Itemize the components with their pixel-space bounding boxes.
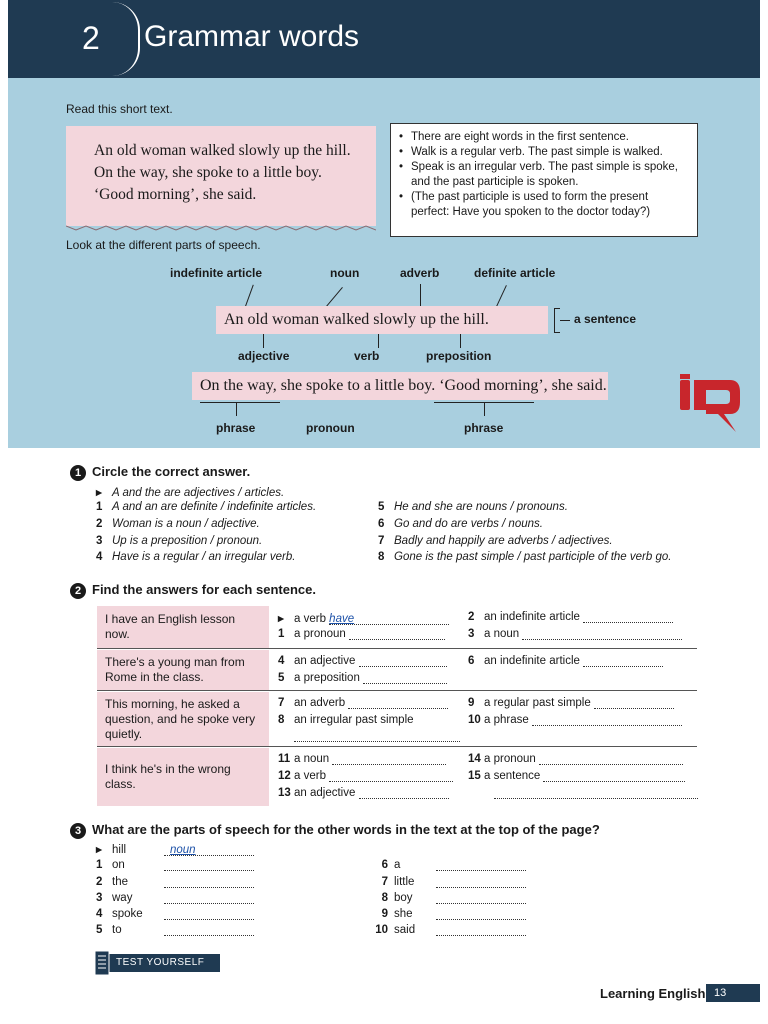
answer-field[interactable] [532,714,682,726]
ex1-item: 7 Badly and happily are adverbs / adjectives. [378,535,613,547]
ex2-number: 2 [70,583,86,599]
ex1-example [96,485,284,499]
ex3-item: 10 said [370,924,526,936]
ex2-item: 1 a pronoun [278,628,445,640]
label-a-sentence: a sentence [574,312,637,326]
play-icon: ▸ [96,487,102,499]
ex2-item: 10 a phrase [468,714,682,726]
label-preposition: preposition [426,349,492,363]
ex3-item: 3 way [96,892,254,904]
answer-field[interactable] [164,908,254,920]
ex1-item: 8 Gone is the past simple / past participle of the verb go. [378,551,672,563]
ex2-item: 15 a sentence [468,770,685,782]
answer-field[interactable] [164,924,254,936]
answer-field[interactable] [436,892,526,904]
answer-field[interactable] [329,770,453,782]
handwritten-answer: have [329,613,355,625]
test-yourself-banner[interactable] [96,954,220,972]
ex1-item: 1 A and an are definite / indefinite articles. [96,501,317,513]
ex3-item: 8 boy [370,892,526,904]
label-verb: verb [354,349,380,363]
torn-edge [66,224,376,232]
example-sentence-1: An old woman walked slowly up the hill. [224,311,489,328]
info-item: • There are eight words in the first sentence. [399,130,689,145]
ex2-sentence-cell: There's a young man from Rome in the class. [97,650,269,690]
ex2-item: 14 a pronoun [468,753,683,765]
bracket-line [554,332,560,333]
info-note: • (The past participle is used to form the present perfect: Have you spoken to the doctor today?) [399,190,689,220]
text-line-3: ‘Good morning’, she said. [94,186,257,203]
answer-field[interactable] [594,697,674,709]
text-line-1: An old woman walked slowly up the hill. [94,142,351,159]
ex2-sentence-cell: I think he's in the wrong class. [97,748,269,806]
label-definite-article: definite article [474,266,556,280]
test-yourself-label: TEST YOURSELF [116,957,205,968]
bracket-line [554,308,555,332]
ex3-item: 7 little [370,876,526,888]
label-noun: noun [330,266,360,280]
answer-field[interactable] [583,611,673,623]
answer-field[interactable] [539,753,683,765]
pointer-line [263,334,264,348]
header-bracket [112,2,140,76]
page-title: Grammar words [144,20,360,53]
row-divider [97,690,697,691]
ex1-item: 5 He and she are nouns / pronouns. [378,501,568,513]
ex2-title: Find the answers for each sentence. [92,582,316,597]
book-title: Learning English [600,986,706,1001]
ex2-item: 5 a preposition [278,672,447,684]
bracket-line [200,402,280,403]
unit-header [8,0,760,78]
info-box [390,123,698,237]
answer-field[interactable] [583,655,663,667]
ex2-item: 13 an adjective [278,787,449,799]
ex2-item: 11 a noun [278,753,446,765]
label-indefinite-article: indefinite article [170,266,263,280]
info-item: • Speak is an irregular verb. The past simple is spoke, and the past participle is spoken. [399,160,689,190]
answer-field[interactable] [294,730,460,742]
ex3-heading [70,822,600,839]
ex3-number: 3 [70,823,86,839]
info-item: • Walk is a regular verb. The past simple is walked. [399,145,689,160]
ex3-title: What are the parts of speech for the other words in the text at the top of the page? [92,822,600,837]
ex3-item: 2 the [96,876,254,888]
page-number: 13 [706,984,760,1002]
answer-field[interactable] [543,770,685,782]
ex3-item: 9 she [370,908,526,920]
answer-field[interactable] [436,908,526,920]
ex2-item: 8 an irregular past simple [278,714,414,726]
intro-panel [8,78,760,448]
pointer-line [236,402,237,416]
answer-field[interactable] [349,628,445,640]
ex3-example: ▸ hill noun [96,842,254,856]
ex2-item: 9 a regular past simple [468,697,674,709]
ex1-heading [70,464,250,481]
answer-field[interactable] [164,892,254,904]
bracket-line [554,308,560,309]
pointer-line [484,402,485,416]
ex3-item: 1 on [96,859,254,871]
ex3-item: 6 a [370,859,526,871]
ex1-example-text: A and the are adjectives / articles. [112,487,285,499]
example-sentence-2: On the way, she spoke to a little boy. ‘Good morning’, she said. [200,377,607,394]
ex1-item: 2 Woman is a noun / adjective. [96,518,260,530]
pointer-line [460,334,461,348]
unit-number: 2 [82,20,100,56]
answer-field[interactable] [363,672,447,684]
answer-field[interactable] [494,787,698,799]
ex2-sentence-cell: This morning, he asked a question, and he spoke very quietly. [97,692,269,746]
answer-field[interactable] [436,876,526,888]
row-divider [97,746,697,747]
ex1-item: 4 Have is a regular / an irregular verb. [96,551,296,563]
text-line-2: On the way, she spoke to a little boy. [94,164,322,181]
play-icon: ▸ [96,844,102,856]
page [8,0,760,1024]
answer-field[interactable] [436,924,526,936]
ex1-item: 6 Go and do are verbs / nouns. [378,518,543,530]
ex2-item: ▸ a verb have [278,611,449,625]
bracket-line [560,320,570,321]
answer-field[interactable] [522,628,682,640]
ex2-heading [70,582,316,599]
notebook-icon [94,950,110,976]
label-adverb: adverb [400,266,440,280]
answer-field[interactable] [332,753,446,765]
label-adjective: adjective [238,349,290,363]
ex2-item: 3 a noun [468,628,682,640]
short-text-note [66,126,376,226]
ex3-item: 4 spoke [96,908,254,920]
row-divider [97,648,697,649]
label-pronoun: pronoun [306,421,355,435]
answer-field[interactable] [359,787,449,799]
handwritten-answer: noun [170,844,196,856]
answer-field[interactable] [348,697,448,709]
ex2-item: 7 an adverb [278,697,448,709]
answer-field[interactable] [164,876,254,888]
ip-logo [678,374,744,434]
ex2-item: 6 an indefinite article [468,655,663,667]
ex1-item: 3 Up is a preposition / pronoun. [96,535,263,547]
answer-field[interactable] [436,859,526,871]
pointer-line [378,334,379,348]
ex2-item: 2 an indefinite article [468,611,673,623]
ex1-title: Circle the correct answer. [92,464,251,479]
parts-instruction: Look at the different parts of speech. [66,238,261,252]
answer-field[interactable] [164,859,254,871]
label-phrase: phrase [464,421,504,435]
answer-field[interactable] [359,655,447,667]
ex3-item: 5 to [96,924,254,936]
label-phrase: phrase [216,421,256,435]
read-instruction: Read this short text. [66,102,173,116]
ex2-item: 12 a verb [278,770,453,782]
ex2-sentence-cell: I have an English lesson now. [97,606,269,648]
ex2-item: 4 an adjective [278,655,447,667]
ex1-number: 1 [70,465,86,481]
